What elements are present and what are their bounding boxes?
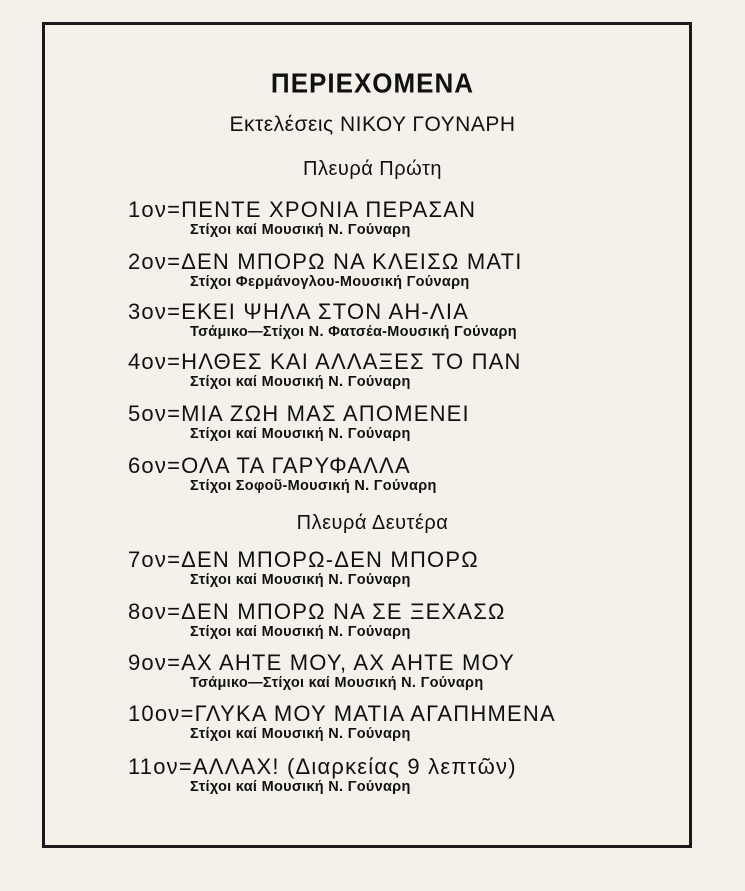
track-title: =ΔΕΝ ΜΠΟΡΩ ΝΑ ΣΕ ΞΕΧΑΣΩ (167, 599, 506, 624)
track-number: 3ον (128, 299, 168, 324)
track-credit: Στίχοι καί Μουσική Ν. Γούναρη (190, 222, 411, 238)
track-number: 6ον (128, 453, 168, 478)
track-title: =ΑΛΛΑΧ! (Διαρκείας 9 λεπτῶν) (178, 754, 517, 779)
track-item (128, 454, 688, 494)
track-item (128, 702, 688, 742)
track-title: =ΔΕΝ ΜΠΟΡΩ-ΔΕΝ ΜΠΟΡΩ (167, 547, 479, 572)
track-credit: Στίχοι καί Μουσική Ν. Γούναρη (190, 426, 411, 442)
track-number: 9ον (128, 650, 168, 675)
page-subtitle: Εκτελέσεις ΝΙΚΟΥ ΓΟΥΝΑΡΗ (229, 113, 516, 136)
side-one-heading: Πλευρά Πρώτη (303, 158, 442, 180)
track-item (128, 350, 688, 390)
track-title: =ΑΧ ΑΗΤΕ ΜΟΥ, ΑΧ ΑΗΤΕ ΜΟΥ (167, 650, 515, 675)
track-credit: Στίχοι καί Μουσική Ν. Γούναρη (190, 624, 411, 640)
track-number: 10ον (128, 701, 181, 726)
track-item (128, 198, 688, 238)
track-credit: Στίχοι Φερμάνογλου-Μουσική Γούναρη (190, 274, 470, 290)
side-two-heading: Πλευρά Δευτέρα (296, 512, 449, 534)
track-item (128, 651, 688, 691)
track-item (128, 250, 688, 290)
track-item (128, 600, 688, 640)
track-item (128, 755, 688, 795)
track-title: =ΟΛΑ ΤΑ ΓΑΡΥΦΑΛΛΑ (167, 453, 411, 478)
track-title: =ΜΙΑ ΖΩΗ ΜΑΣ ΑΠΟΜΕΝΕΙ (167, 401, 470, 426)
track-number: 5ον (128, 401, 168, 426)
track-credit: Στίχοι καί Μουσική Ν. Γούναρη (190, 779, 411, 795)
track-number: 2ον (128, 249, 168, 274)
track-credit: Στίχοι καί Μουσική Ν. Γούναρη (190, 726, 411, 742)
track-title: =ΠΕΝΤΕ ΧΡΟΝΙΑ ΠΕΡΑΣΑΝ (167, 197, 477, 222)
track-credit: Στίχοι καί Μουσική Ν. Γούναρη (190, 572, 411, 588)
track-title: =ΗΛΘΕΣ ΚΑΙ ΑΛΛΑΞΕΣ ΤΟ ΠΑΝ (167, 349, 522, 374)
track-credit: Τσάμικο—Στίχοι καί Μουσική Ν. Γούναρη (190, 675, 484, 691)
page-title: ΠΕΡΙΕΧΟΜΕΝΑ (270, 67, 475, 99)
track-number: 4ον (128, 349, 168, 374)
track-number: 11ον (128, 754, 179, 779)
track-credit: Στίχοι Σοφοῦ-Μουσική Ν. Γούναρη (190, 478, 437, 494)
track-credit: Τσάμικο—Στίχοι Ν. Φατσέα-Μουσική Γούναρη (190, 324, 517, 340)
track-title: =ΕΚΕΙ ΨΗΛΑ ΣΤΟΝ ΑΗ-ΛΙΑ (167, 299, 470, 324)
track-number: 8ον (128, 599, 168, 624)
track-credit: Στίχοι καί Μουσική Ν. Γούναρη (190, 374, 411, 390)
track-title: =ΔΕΝ ΜΠΟΡΩ ΝΑ ΚΛΕΙΣΩ ΜΑΤΙ (167, 249, 523, 274)
track-number: 7ον (128, 547, 168, 572)
track-title: =ΓΛΥΚΑ ΜΟΥ ΜΑΤΙΑ ΑΓΑΠΗΜΕΝΑ (180, 701, 556, 726)
track-item (128, 402, 688, 442)
track-item (128, 548, 688, 588)
track-item (128, 300, 688, 340)
track-number: 1ον (128, 197, 168, 222)
